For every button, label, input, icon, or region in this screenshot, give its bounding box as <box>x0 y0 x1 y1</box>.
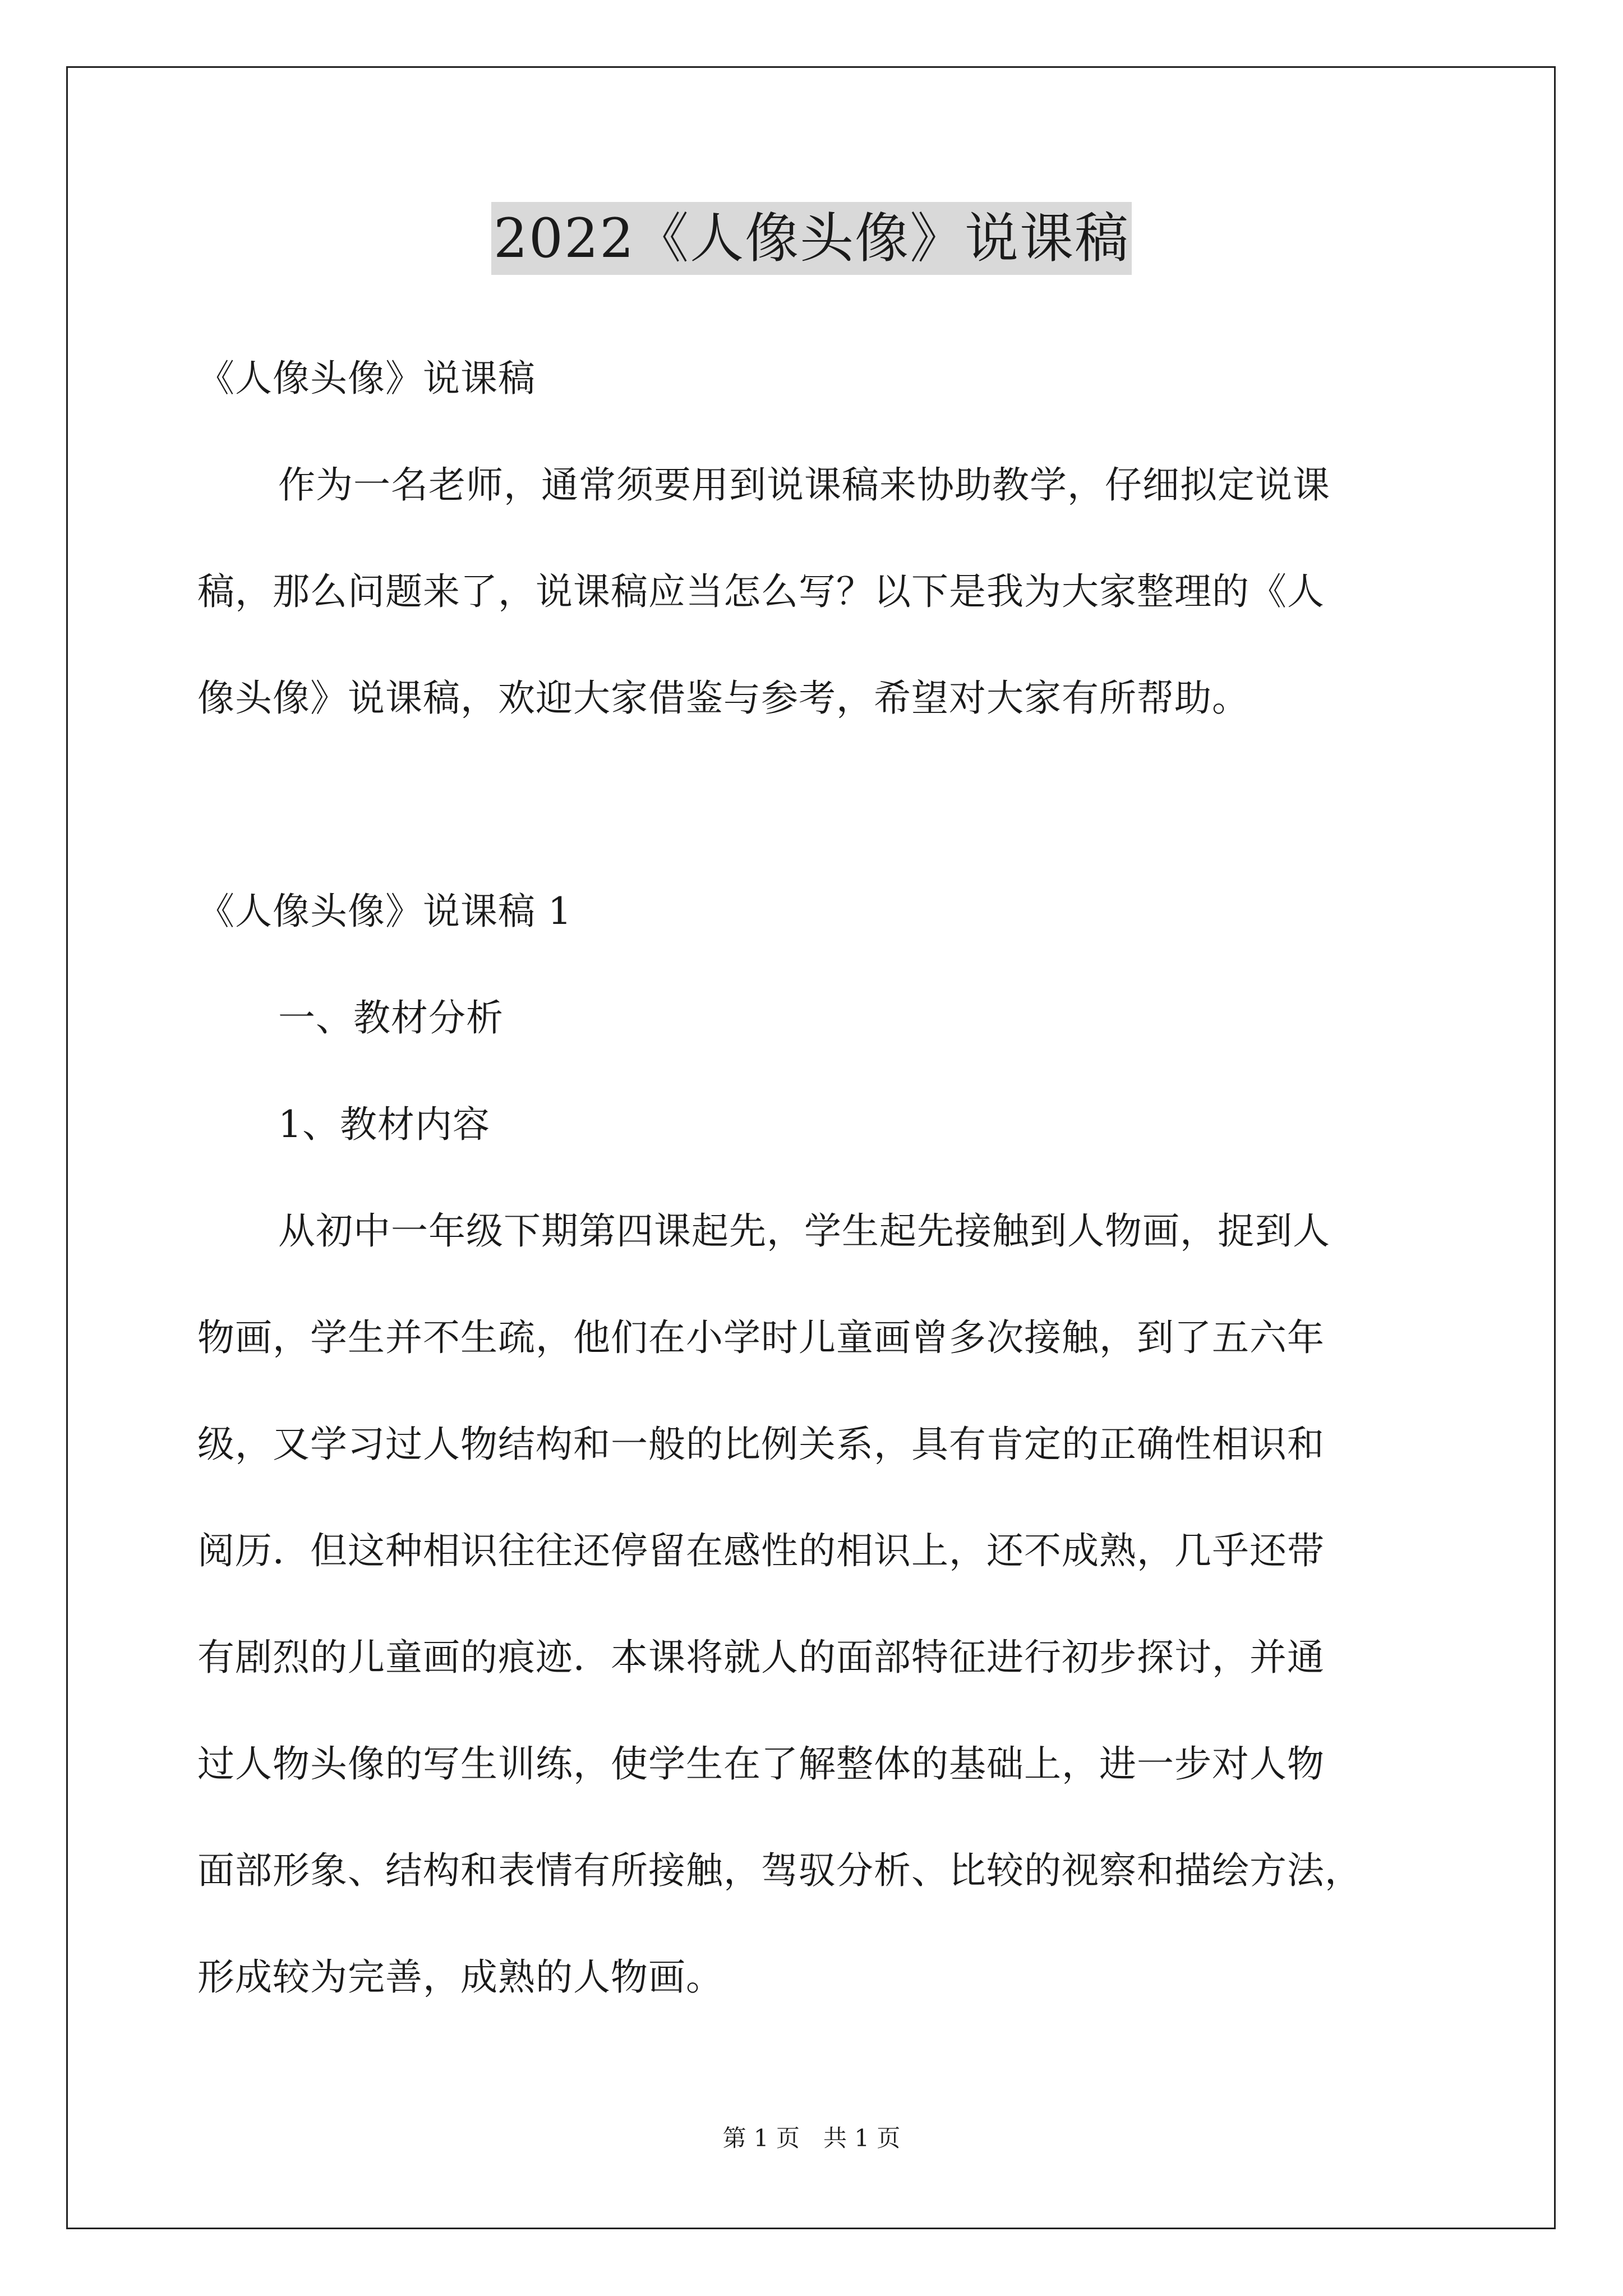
body-line: 级，又学习过人物结构和一般的比例关系，具有肯定的正确性相识和 <box>197 1423 1325 1466</box>
section-heading: 《人像头像》说课稿 1 <box>197 890 572 933</box>
intro-line: 作为一名老师，通常须要用到说课稿来协助教学，仔细拟定说课 <box>278 463 1330 507</box>
body-line: 物画，学生并不生疏，他们在小学时儿童画曾多次接触，到了五六年 <box>197 1316 1325 1359</box>
body-line: 面部形象、结构和表情有所接触，驾驭分析、比较的视察和描绘方法， <box>197 1849 1362 1892</box>
title-container <box>0 202 1623 275</box>
page-footer: 第 1 页 共 1 页 <box>722 2124 901 2152</box>
body-line: 从初中一年级下期第四课起先，学生起先接触到人物画，捉到人 <box>278 1209 1330 1253</box>
intro-line: 稿，那么问题来了，说课稿应当怎么写？以下是我为大家整理的《人 <box>197 570 1325 613</box>
intro-line: 像头像》说课稿，欢迎大家借鉴与参考，希望对大家有所帮助。 <box>197 677 1249 720</box>
body-line: 阅历．但这种相识往往还停留在感性的相识上，还不成熟，几乎还带 <box>197 1529 1325 1572</box>
document-title: 2022《人像头像》说课稿 <box>491 202 1132 275</box>
heading-content: 1、教材内容 <box>278 1103 490 1146</box>
subtitle: 《人像头像》说课稿 <box>197 357 536 400</box>
heading-analysis: 一、教材分析 <box>278 996 504 1039</box>
body-line: 形成较为完善，成熟的人物画。 <box>197 1955 723 1999</box>
body-line: 过人物头像的写生训练，使学生在了解整体的基础上，进一步对人物 <box>197 1742 1325 1786</box>
body-line: 有剧烈的儿童画的痕迹．本课将就人的面部特征进行初步探讨，并通 <box>197 1636 1325 1679</box>
